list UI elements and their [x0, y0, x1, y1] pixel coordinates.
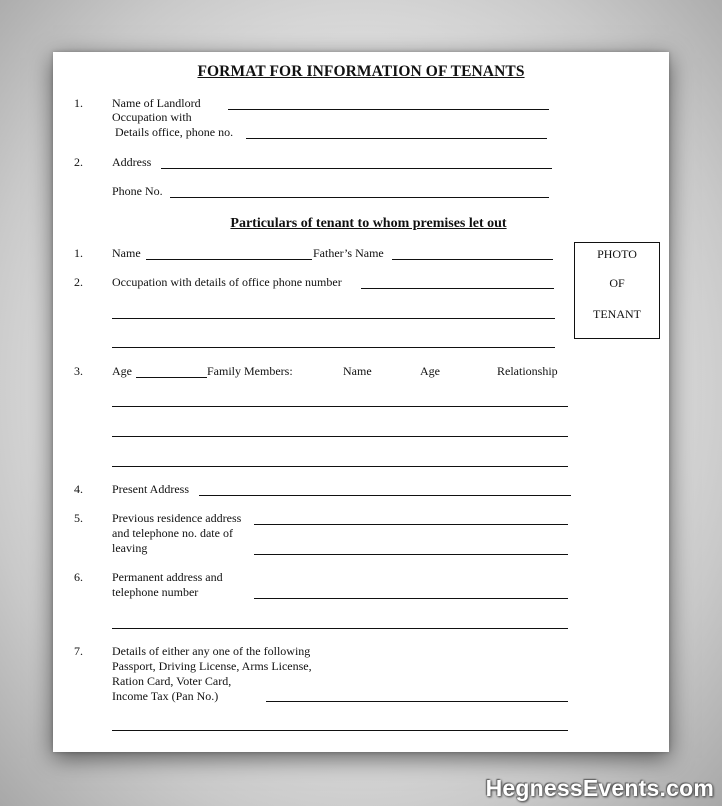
family-members-line-1[interactable] — [112, 406, 568, 407]
landlord-name-label: Name of Landlord — [112, 96, 201, 110]
landlord-phone-label: Phone No. — [112, 184, 163, 198]
tenant-section-title: Particulars of tenant to whom premises let out — [230, 216, 507, 231]
landlord-name-line[interactable] — [228, 109, 549, 110]
tenant-item-number-2: 2. — [74, 275, 83, 289]
tenant-item-number-7: 7. — [74, 644, 83, 658]
photo-label-line2: OF — [609, 276, 625, 290]
permanent-address-label-line2: telephone number — [112, 585, 199, 599]
family-members-line-3[interactable] — [112, 466, 568, 467]
landlord-details-label: Details office, phone no. — [115, 125, 234, 139]
tenant-occupation-line-1[interactable] — [361, 288, 554, 289]
id-details-label-line3: Ration Card, Voter Card, — [112, 674, 232, 688]
family-col-name: Name — [343, 364, 372, 378]
present-address-line[interactable] — [199, 495, 571, 496]
tenant-occupation-line-3[interactable] — [112, 347, 555, 348]
id-details-label-line1: Details of either any one of the following — [112, 644, 311, 658]
age-line[interactable] — [136, 377, 207, 378]
tenant-occupation-line-2[interactable] — [112, 318, 555, 319]
family-members-line-2[interactable] — [112, 436, 568, 437]
landlord-details-line[interactable] — [246, 138, 547, 139]
fathers-name-line[interactable] — [392, 259, 553, 260]
previous-address-label-line1: Previous residence address — [112, 511, 242, 525]
age-label: Age — [112, 364, 132, 378]
id-details-line-1[interactable] — [266, 701, 568, 702]
present-address-label: Present Address — [112, 482, 189, 496]
tenant-item-number-4: 4. — [74, 482, 83, 496]
form-title: FORMAT FOR INFORMATION OF TENANTS — [197, 63, 525, 80]
landlord-phone-line[interactable] — [170, 197, 549, 198]
item-number-1: 1. — [74, 96, 83, 110]
previous-address-label-line3: leaving — [112, 541, 148, 555]
watermark-logo: HegnessEvents.com — [485, 775, 714, 801]
tenant-item-number-1: 1. — [74, 246, 83, 260]
landlord-address-line[interactable] — [161, 168, 552, 169]
id-details-line-2[interactable] — [112, 730, 568, 731]
item-number-2: 2. — [74, 155, 83, 169]
family-col-age: Age — [420, 364, 440, 378]
permanent-address-line-2[interactable] — [112, 628, 568, 629]
form-sheet — [53, 52, 669, 752]
id-details-label-line2: Passport, Driving License, Arms License, — [112, 659, 312, 673]
tenant-name-label: Name — [112, 246, 141, 260]
previous-address-label-line2: and telephone no. date of — [112, 526, 233, 540]
previous-address-line-1[interactable] — [254, 524, 568, 525]
tenant-occupation-label: Occupation with details of office phone number — [112, 275, 342, 289]
photo-label-line1: PHOTO — [597, 247, 637, 261]
tenant-photo-box[interactable] — [574, 242, 660, 339]
id-details-label-line4: Income Tax (Pan No.) — [112, 689, 219, 703]
tenant-name-line[interactable] — [146, 259, 312, 260]
landlord-occupation-label: Occupation with — [112, 110, 192, 124]
tenant-item-number-5: 5. — [74, 511, 83, 525]
permanent-address-line-1[interactable] — [254, 598, 568, 599]
fathers-name-label: Father’s Name — [313, 246, 384, 260]
family-members-label: Family Members: — [207, 364, 293, 378]
landlord-address-label: Address — [112, 155, 152, 169]
previous-address-line-2[interactable] — [254, 554, 568, 555]
tenant-item-number-6: 6. — [74, 570, 83, 584]
photo-label-line3: TENANT — [593, 307, 641, 321]
family-col-relationship: Relationship — [497, 364, 558, 378]
permanent-address-label-line1: Permanent address and — [112, 570, 223, 584]
tenant-item-number-3: 3. — [74, 364, 83, 378]
